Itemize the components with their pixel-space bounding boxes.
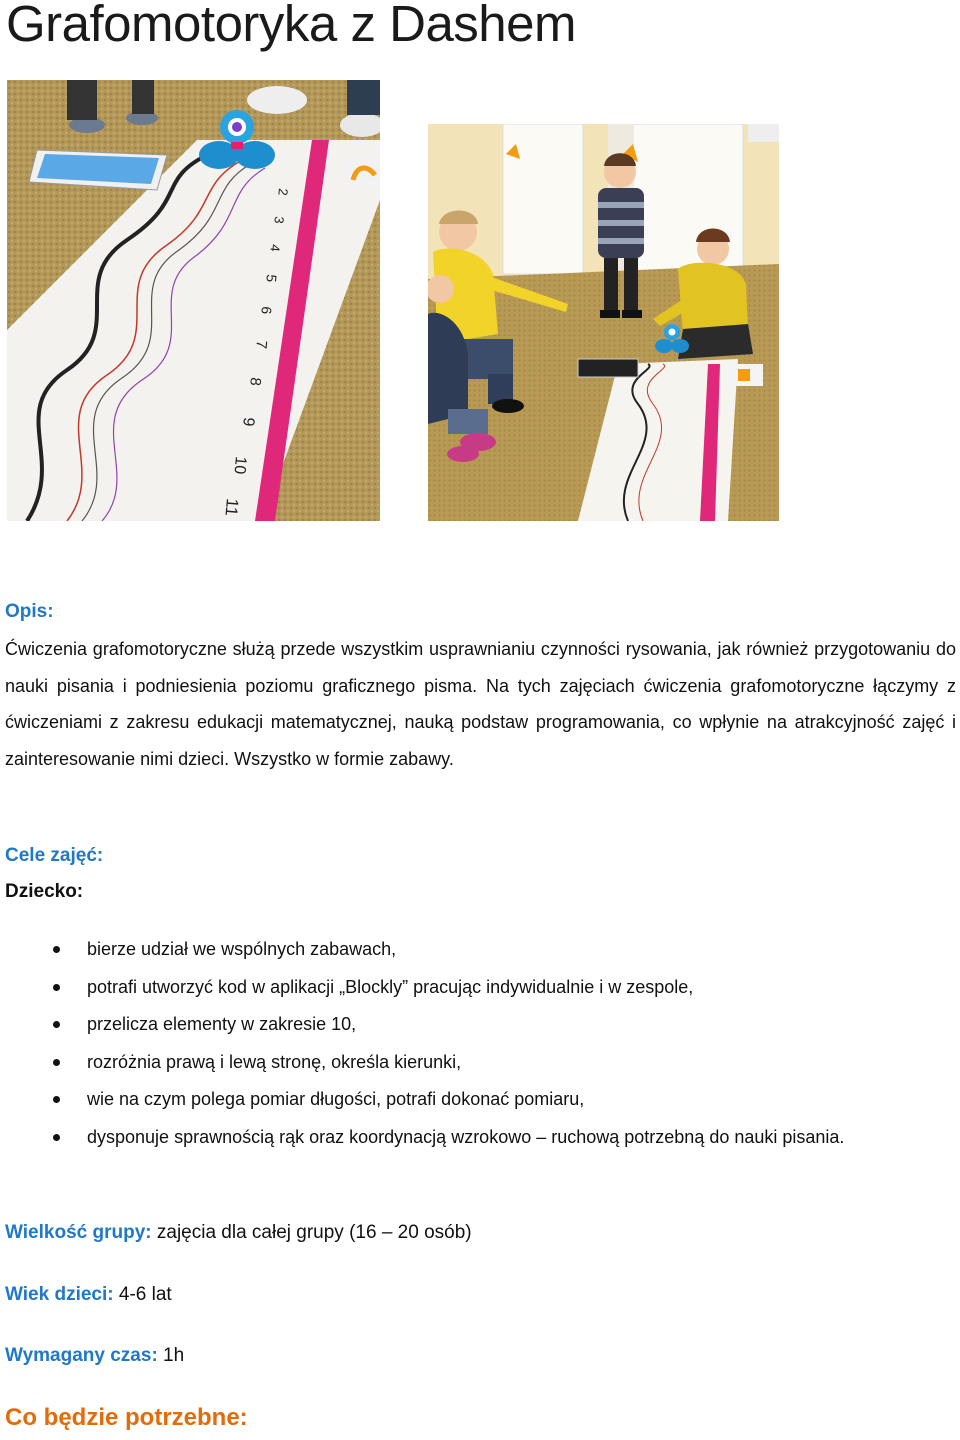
goal-item: wie na czym polega pomiar długości, potrafi dokonać pomiaru, [5,1081,956,1119]
ruler-label: 5 [263,273,280,283]
description-section [5,598,956,626]
ruler-label: 10 [230,455,249,475]
group-size-value: zajęcia dla całej grupy (16 – 20 osób) [151,1222,472,1243]
photo-robot-illustration [7,80,380,521]
goal-item: rozróżnia prawą i lewą stronę, określa kierunki, [5,1044,956,1082]
description-body [5,631,956,777]
group-size-label: Wielkość grupy: [5,1222,152,1243]
ruler-label: 9 [239,416,257,428]
age-row [5,1284,956,1306]
ruler-label: 3 [271,215,287,225]
time-value: 1h [157,1345,185,1366]
age-label: Wiek dzieci: [5,1284,114,1305]
goals-subheading: Dziecko: [5,881,84,902]
goals-heading: Cele zajęć: [5,845,104,866]
time-row [5,1345,956,1367]
goal-item: dysponuje sprawnością rąk oraz koordynacją wzrokowo – ruchową potrzebną do nauki pisania. [5,1119,956,1157]
goal-item: bierze udział we wspólnych zabawach, [5,931,956,969]
photo-robot-on-paper-track [7,80,380,521]
ruler-label: 2 [275,187,291,197]
goals-list-wrapper [5,931,956,1157]
description-text: Ćwiczenia grafomotoryczne służą przede wszystkim usprawnianiu czynności rysowania, jak również przygotowaniu do nauki pisania i podniesienia poziomu graficznego pisma. Na tych zajęciach ćwiczenia grafomotoryczne łączymy z ćwiczeniami z zakresu edukacji matematycznej, nauką podstaw programowania, co wpłynie na atrakcyjność zajęć i zainteresowanie nimi dzieci. Wszystko w formie zabawy. [5,639,956,769]
goal-item: przelicza elementy w zakresie 10, [5,1006,956,1044]
page-title: Grafomotoryka z Dashem [6,0,577,52]
ruler-label: 11 [221,497,242,517]
needed-section [5,1404,956,1432]
goals-section [5,842,956,906]
group-size-row [5,1222,956,1244]
photo-children-with-teacher [428,124,779,521]
goals-list [5,931,956,1157]
ruler-label: 6 [258,305,275,315]
description-heading: Opis: [5,601,54,622]
ruler-label: 8 [246,376,264,387]
age-value: 4-6 lat [113,1284,172,1305]
ruler-label: 7 [252,339,270,350]
goal-item: potrafi utworzyć kod w aplikacji „Blockly” pracując indywidualnie i w zespole, [5,969,956,1007]
time-label: Wymagany czas: [5,1345,158,1366]
ruler-label: 4 [267,243,283,253]
needed-heading: Co będzie potrzebne: [5,1404,248,1431]
photo-children-illustration [428,124,779,521]
